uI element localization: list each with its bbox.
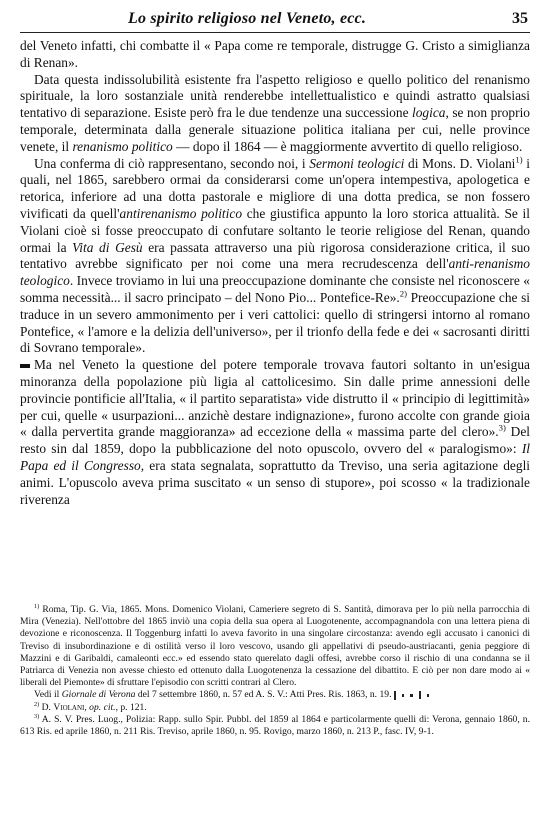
author-name: Violani xyxy=(53,701,85,713)
text-run: , p. 121. xyxy=(115,701,147,713)
main-text xyxy=(20,38,530,508)
italic-run: antirenanismo politico xyxy=(119,205,243,221)
italic-run: , op. cit. xyxy=(84,701,116,713)
text-run: Del resto sin dal 1859, dopo la pubblicazione del noto opuscolo, ovvero del « paralogismo»: xyxy=(20,424,530,457)
text-run: Data questa indissolubilità esistente fra l'aspetto religioso e quello politico del renanismo spirituale, la loro sostanziale unità renderebbe intellettualistico e quindi astratto qualsiasi tentativo di separazione. Esiste però fra le due tendenze una successione xyxy=(20,71,530,121)
text-run: era passata attraverso una più rigorosa considerazione critica, il suo tentativo avrebbe significato per noi come una mera recrudescenza dell' xyxy=(20,239,530,272)
italic-run: Sermoni teologici xyxy=(309,155,405,171)
running-title: Lo spirito religioso nel Veneto, ecc. xyxy=(128,10,367,27)
footnote-1-continuation xyxy=(20,689,530,701)
margin-marker xyxy=(20,364,30,368)
italic-run: logica xyxy=(412,105,446,121)
paragraph-1 xyxy=(20,38,530,72)
italic-run: renanismo politico xyxy=(72,138,173,154)
paragraph-1-text: del Veneto infatti, chi combatte il « Papa come re temporale, distrugge G. Cristo a simiglianza di Renan». xyxy=(20,38,530,70)
ink-mark xyxy=(410,694,413,697)
footnotes xyxy=(20,604,530,738)
ink-mark xyxy=(402,694,404,697)
footnote-3 xyxy=(20,714,530,738)
text-run: , se non proprio temporale, determinata dalla generale situazione politica italiana per cui, nelle province venete, il xyxy=(20,105,530,154)
footnote-ref: 2) xyxy=(399,288,408,299)
italic-run: anti-renanismo teologico xyxy=(20,256,530,289)
text-run: di Mons. D. Violani xyxy=(404,155,516,171)
footnote-2 xyxy=(20,702,530,714)
paragraph-2 xyxy=(20,72,530,156)
footnote-number: 3) xyxy=(34,712,40,720)
text-run: Una conferma di ciò rappresentano, secondo noi, i xyxy=(34,155,310,171)
text-run: del 7 settembre 1860, n. 57 ed A. S. V.: Atti Pres. Ris. 1863, n. 19. xyxy=(135,689,392,701)
footnote-number: 2) xyxy=(34,700,40,708)
page-number: 35 xyxy=(512,10,528,27)
text-run: — dopo il 1864 — è maggiormente avvertito di quello religioso. xyxy=(172,138,523,154)
text-run: Ma nel Veneto la questione del potere temporale trovava fautori soltanto in un'esigua minoranza della popolazione più ligia al cattolicesimo. Sin dalle prime annessioni delle provincie pontificie all'Italia, « il partito separatista» vide distrutto il « principio di legittimità» per cui, quelle « usurpazioni... anzichè destare indignazione», furono accolte con grande gioia « dalla pervertita grande maggioranza» ad eccezione della « massima parte del clero». xyxy=(20,357,530,440)
footnote-ref: 3) xyxy=(498,422,506,433)
footnote-number: 1) xyxy=(34,602,40,610)
italic-run: Il Papa ed il Congresso xyxy=(20,441,530,473)
italic-run: Vita di Gesù xyxy=(72,239,143,255)
ink-mark xyxy=(394,691,396,700)
footnote-1 xyxy=(20,604,530,689)
italic-run: Giornale di Verona xyxy=(61,689,136,701)
ink-mark xyxy=(419,691,421,699)
text-run: che giustifica appunto la loro storica attualità. Se il Violani cioè si fosse preoccupato di confutare soltanto le teorie religiose del Renan, quando ormai la xyxy=(20,205,530,255)
paragraph-4 xyxy=(20,357,530,508)
ink-mark xyxy=(427,694,429,697)
text-run: Vedi il xyxy=(34,689,62,701)
running-header xyxy=(20,8,530,33)
text-run: . Invece troviamo in lui una preoccupazione dominante che consiste nel riconoscere « somma necessità... il sacro principato – del Nono Pio... Pontefice-Re». xyxy=(20,273,530,305)
footnote-text: A. S. V. Pres. Luog., Polizia: Rapp. sullo Spir. Pubbl. del 1859 al 1864 e particolarmente quelli di: Verona, gennaio 1860, n. 613 Ris. ed aprile 1860, n. 211 Ris. Treviso, aprile 1860, n. 95. Rovigo, marzo 1860, n. 213 P., fasc. IV, 9-1. xyxy=(20,713,530,738)
text-run: i quali, nel 1865, sarebbero ormai da considerarsi come un'opera intempestiva, apologetica e retorica, inferiore ad una dotta pastorale e migliore di una dotta predica, se non fossero vivificati da quell' xyxy=(20,155,530,221)
text-run: , era stata segnalata, soprattutto da Treviso, una seria agitazione degli animi. L'opuscolo aveva prima suscitato « un senso di stupore», poi scosso « la tradizionale riverenza xyxy=(20,457,531,507)
text-run: Preoccupazione che si traduce in un severo ammonimento per i veri cattolici: quello di stringersi intorno al romano Pontefice, « l'amore e la delizia dell'universo», per il trionfo della fede e dei « sacrosanti diritti di Sovrano temporale». xyxy=(20,289,531,356)
footnote-ref: 1) xyxy=(515,154,523,165)
text-run: D. xyxy=(39,701,54,713)
footnote-text: Roma, Tip. G. Via, 1865. Mons. Domenico Violani, Cameriere segreto di S. Santità, dimorava per lo più nella parrocchia di Mira (Venezia). Nell'ottobre del 1865 inviò una copia della sua opera al Luogotenente, accompagnandola con una lettera piena di devozione e riconoscenza. Il Toggenburg infatti lo aveva favorito in una singolare circostanza: avendo egli accusato i canonici di Treviso di insubordinazione e di ostilità verso il loro vescovo, usando gli appellativi di pseudo-austriacanti, genia peggiore di Mazzini e di Garibaldi, camaleonti ecc.» ed essendo stato querelato dagli offesi, avrebbe corso il rischio di una condanna se il Patriarca di Venezia non avesse chiesto ed ottenuto dalla Luogotenenza la cessazione del dibattito. E ciò per non dare modo ai « liberali del Piemonte» di sfruttare l'episodio con scritti contrari al Clero. xyxy=(20,604,530,689)
paragraph-3 xyxy=(20,156,530,358)
